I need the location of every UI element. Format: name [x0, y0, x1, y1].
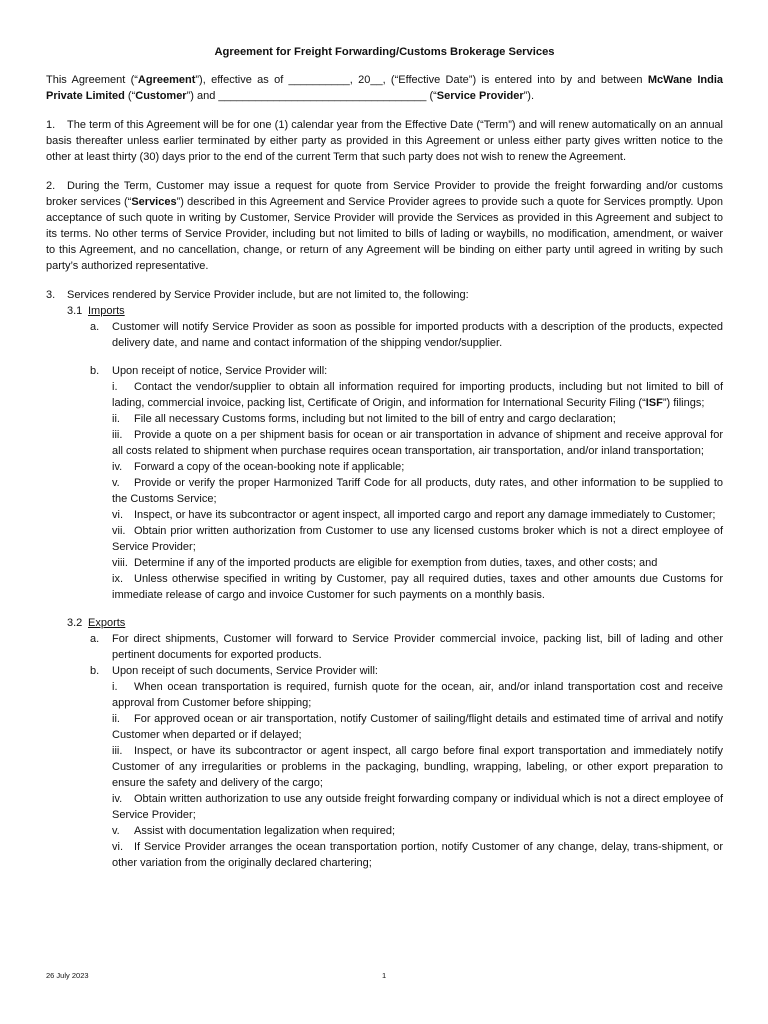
item-text: Upon receipt of notice, Service Provider will: [112, 365, 328, 377]
sub-item [112, 743, 723, 791]
item-label: v. [112, 477, 120, 489]
intro-paragraph [46, 72, 723, 104]
sub-item [112, 459, 723, 475]
item-label: vi. [112, 841, 123, 853]
item-label: viii. [112, 557, 128, 569]
list-item [90, 631, 723, 663]
sub-item [112, 711, 723, 743]
item-label: a. [90, 633, 100, 645]
item-text: Upon receipt of such documents, Service Provider will: [112, 665, 378, 677]
item-text: Contact the vendor/supplier to obtain all information required for importing products, including but not limited to bill of lading, commercial invoice, packing list, Certificate of Origin, and information for International Security Filing (“ [112, 381, 723, 409]
list-item [90, 319, 723, 351]
clause-defined-term: Services [131, 196, 177, 208]
document-page [46, 44, 723, 871]
section-label: Exports [88, 617, 126, 629]
item-label: ii. [112, 713, 120, 725]
clause-1 [46, 117, 723, 165]
footer-date: 26 July 2023 [46, 971, 89, 980]
section-number: 3.2 [67, 617, 83, 629]
clause-text: ”) described in this Agreement and Service Provider agrees to provide such a quote for Services promptly. Upon acceptance of such quote in writing by Customer, Service Provider will provide the Services as provided in this Agreement and subject to its terms. No other terms of Service Provider, including but not limited to bills of lading or waybills, no modification, amendment, or waiver to this Agreement, and no cancellation, change, or return of any Agreement will be binding on either party until agreed in writing by such party’s authorized representative. [46, 196, 723, 272]
intro-term-service-provider: Service Provider [436, 90, 524, 102]
sub-item [112, 507, 723, 523]
page-number: 1 [382, 971, 387, 980]
sub-item [112, 555, 723, 571]
sub-item [112, 379, 723, 411]
item-label: iv. [112, 793, 123, 805]
clause-number: 1. [46, 119, 56, 131]
item-label: vii. [112, 525, 126, 537]
item-text: Provide or verify the proper Harmonized Tariff Code for all products, duty rates, and other information to be supplied to the Customs Service; [112, 477, 723, 505]
sub-item [112, 411, 723, 427]
item-text: For direct shipments, Customer will forward to Service Provider commercial invoice, packing list, bill of lading and other pertinent documents for exported products. [112, 633, 723, 661]
clause-3 [46, 287, 723, 871]
item-text: Forward a copy of the ocean-booking note if applicable; [134, 461, 405, 473]
item-label: b. [90, 365, 100, 377]
item-label: b. [90, 665, 100, 677]
item-text: When ocean transportation is required, furnish quote for the ocean, air, and/or inland transportation cost and receive approval from Customer before shipping; [112, 681, 723, 709]
item-text: Determine if any of the imported products are eligible for exemption from duties, taxes, and other costs; and [134, 557, 658, 569]
sub-item [112, 791, 723, 823]
intro-text: ”). [523, 90, 535, 102]
intro-text: (“ [124, 90, 136, 102]
item-text: Assist with documentation legalization when required; [134, 825, 396, 837]
sub-item [112, 839, 723, 871]
item-label: iii. [112, 745, 123, 757]
item-text: If Service Provider arranges the ocean transportation portion, notify Customer of any change, delay, trans-shipment, or other variation from the originally declared chartering; [112, 841, 723, 869]
document-title: Agreement for Freight Forwarding/Customs Brokerage Services [214, 46, 555, 58]
sub-item [112, 523, 723, 555]
clause-number: 3. [46, 289, 56, 301]
item-text: Obtain prior written authorization from Customer to use any licensed customs broker which is not a direct employee of Service Provider; [112, 525, 723, 553]
intro-text: ”), effective as of __________, 20__, (“Effective Date”) is entered into by and between [195, 74, 648, 86]
sub-item [112, 679, 723, 711]
item-text: Inspect, or have its subcontractor or agent inspect, all imported cargo and report any damage immediately to Customer; [134, 509, 716, 521]
intro-term-customer: Customer [135, 90, 187, 102]
item-label: vi. [112, 509, 123, 521]
item-label: ii. [112, 413, 120, 425]
list-item [90, 663, 723, 679]
clause-number: 2. [46, 180, 56, 192]
item-label: ix. [112, 573, 123, 585]
item-text: Inspect, or have its subcontractor or agent inspect, all cargo before final export transportation and immediately notify Customer of any irregularities or problems in the packaging, bundling, wrapping, labeling, or other export preparation to ensure the safety and delivery of the cargo; [112, 745, 723, 789]
sub-item [112, 475, 723, 507]
section-number: 3.1 [67, 305, 83, 317]
sub-item [112, 823, 723, 839]
item-text: ”) filings; [662, 397, 705, 409]
item-label: a. [90, 321, 100, 333]
intro-term-agreement: Agreement [137, 74, 196, 86]
clause-3-heading [46, 287, 723, 303]
clause-2 [46, 178, 723, 274]
item-label: v. [112, 825, 120, 837]
item-text: Customer will notify Service Provider as soon as possible for imported products with a description of the products, expected delivery date, and name and contact information of the shipping vendor/supplier. [112, 321, 723, 349]
clause-text: The term of this Agreement will be for one (1) calendar year from the Effective Date (“Term”) and will renew automatically on an annual basis thereafter unless earlier terminated by either party as provided in this Agreement or unless either party gives written notice to the other at least thirty (30) days prior to the end of the current Term that such party does not wish to renew the Agreement. [46, 119, 723, 163]
item-text: File all necessary Customs forms, including but not limited to the bill of entry and cargo declaration; [134, 413, 616, 425]
item-label: iii. [112, 429, 123, 441]
item-label: iv. [112, 461, 123, 473]
item-text: Unless otherwise specified in writing by Customer, pay all required duties, taxes and other amounts due Customs for immediate release of cargo and invoice Customer for such payments on a monthly basis. [112, 573, 723, 601]
list-item [90, 363, 723, 379]
item-text: For approved ocean or air transportation, notify Customer of sailing/flight details and estimated time of arrival and notify Customer when departed or if delayed; [112, 713, 723, 741]
section-heading [67, 615, 723, 631]
section-3-1-imports [67, 303, 723, 319]
clause-text: During the Term, Customer may issue a request for quote from Service Provider to provide the freight forwarding and/or customs broker services (“ [46, 180, 723, 208]
sub-item [112, 571, 723, 603]
item-label: i. [112, 681, 118, 693]
sub-item [112, 427, 723, 459]
item-defined-term: ISF [645, 397, 663, 409]
clause-text: Services rendered by Service Provider include, but are not limited to, the following: [67, 289, 469, 301]
intro-text: ”) and __________________________________ (“ [186, 90, 437, 102]
section-heading [67, 303, 723, 319]
item-label: i. [112, 381, 118, 393]
section-3-2-exports [67, 615, 723, 631]
intro-text: This Agreement (“ [46, 74, 138, 86]
intro-company-name: McWane India Private Limited [46, 74, 723, 102]
item-text: Obtain written authorization to use any outside freight forwarding company or individual which is not a direct employee of Service Provider; [112, 793, 723, 821]
item-text: Provide a quote on a per shipment basis for ocean or air transportation in advance of shipment and receive approval for all costs related to shipment when purchase requires ocean transportation, air transportation, and/or inland transportation; [112, 429, 723, 457]
section-label: Imports [88, 305, 125, 317]
